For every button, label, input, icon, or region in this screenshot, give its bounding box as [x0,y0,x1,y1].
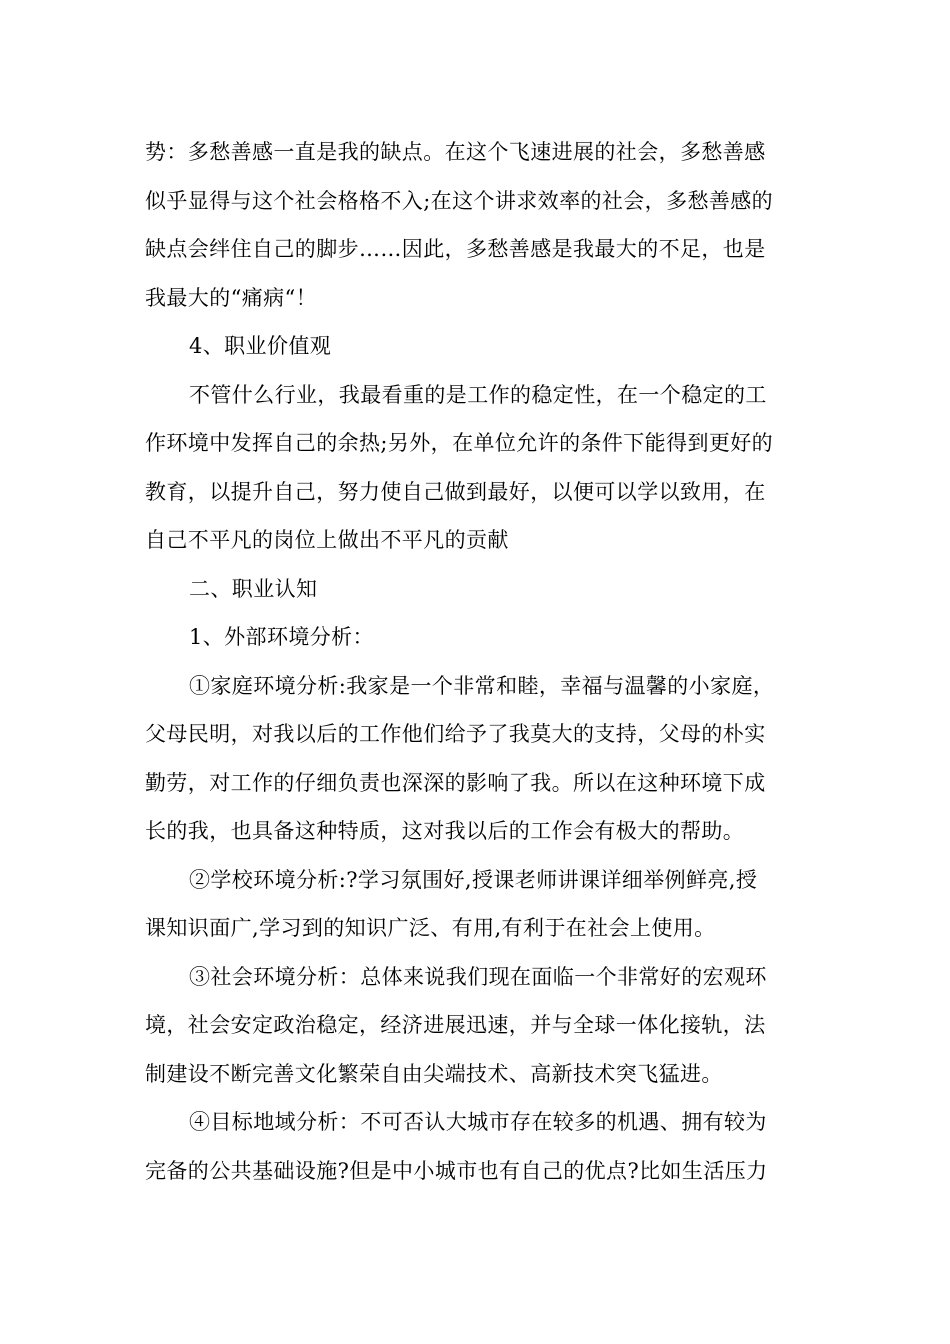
text-line: 完备的公共基础设施?但是中小城市也有自己的优点?比如生活压力 [145,1158,768,1183]
text-line: ①家庭环境分析:我家是一个非常和睦，幸福与温馨的小家庭， [189,673,775,698]
text-line: 似乎显得与这个社会格格不入;在这个讲求效率的社会，多愁善感的 [145,188,774,213]
document-page [145,128,807,1195]
text-line: 势：多愁善感一直是我的缺点。在这个飞速进展的社会，多愁善感 [145,140,766,164]
text-line: 不管什么行业，我最看重的是工作的稳定性，在一个稳定的工 [189,382,767,407]
text-line: 勤劳，对工作的仔细负责也深深的影响了我。所以在这种环境下成 [145,770,766,795]
text-line: 课知识面广,学习到的知识广泛、有用,有利于在社会上使用。 [145,916,716,940]
text-line: ④目标地域分析：不可否认大城市存在较多的机遇、拥有较为 [189,1110,767,1134]
text-line: 长的我，也具备这种特质，这对我以后的工作会有极大的帮助。 [145,819,745,843]
text-line: 作环境中发挥自己的余热;另外，在单位允许的条件下能得到更好的 [145,431,774,455]
section-heading: 4、职业价值观 [189,334,332,358]
section-heading: 二、职业认知 [189,576,318,601]
text-line: 缺点会绊住自己的脚步……因此，多愁善感是我最大的不足，也是 [145,237,766,261]
text-line: 教育，以提升自己，努力使自己做到最好，以便可以学以致用，在 [145,479,766,504]
text-line: ②学校环境分析:?学习氛围好,授课老师讲课详细举例鲜亮,授 [189,867,758,892]
text-line: 我最大的“痛病“！ [145,285,318,310]
text-line: 父母民明，对我以后的工作他们给予了我莫大的支持，父母的朴实 [145,722,766,746]
text-line: 制建设不断完善文化繁荣自由尖端技术、高新技术突飞猛进。 [145,1061,723,1086]
text-line: 自己不平凡的岗位上做出不平凡的贡献 [145,528,509,552]
text-line: 境，社会安定政治稳定，经济进展迅速，并与全球一体化接轨，法 [145,1013,766,1037]
section-heading: 1、外部环境分析： [189,625,374,649]
text-line: ③社会环境分析：总体来说我们现在面临一个非常好的宏观环 [189,964,767,989]
